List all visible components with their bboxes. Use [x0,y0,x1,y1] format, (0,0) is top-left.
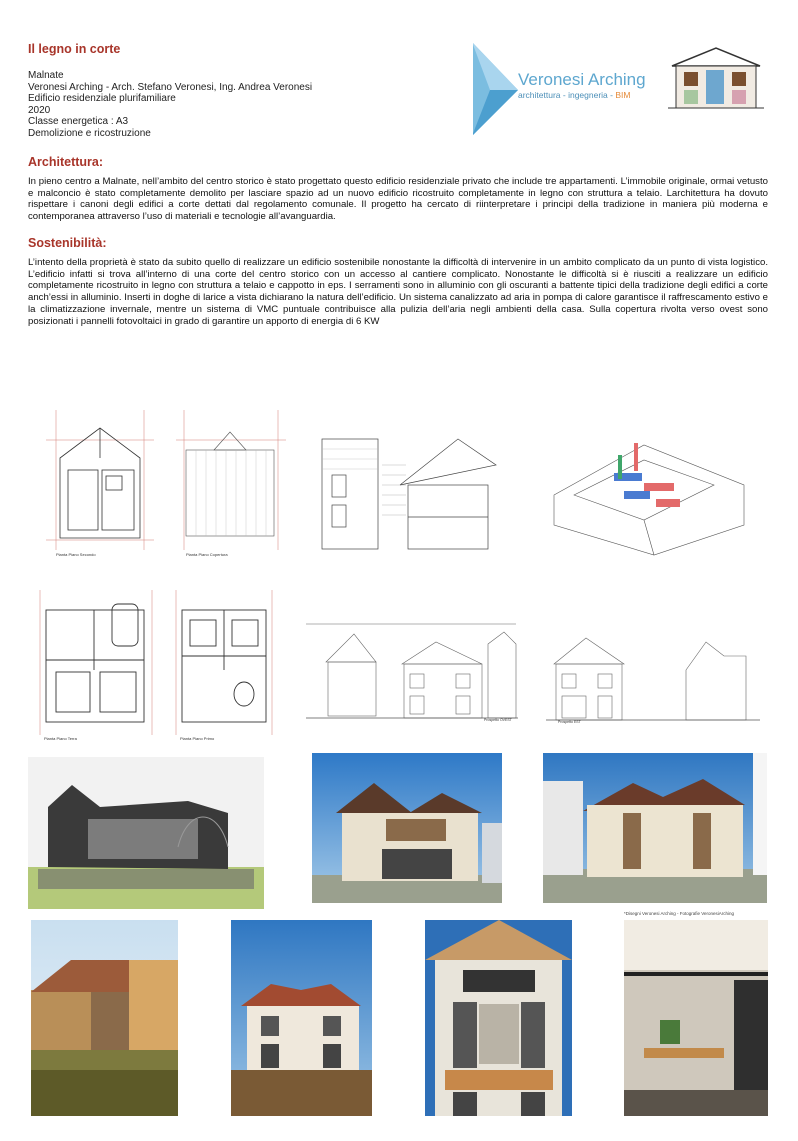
floor-plan-second-drawing [46,410,154,558]
drawing-label: Pianta Piano Copertura [186,552,228,557]
architettura-text: In pieno centro a Malnate, nell’ambito del centro storico è stato progettato questo edificio residenziale privato che include tre appartamenti. L’immobile originale, ormai vetusto e malconcio è stato completamente demolito per lasciare spazio ad un nuovo edificio ricostruito completamente in legno con struttura a telaio. Larchitettura ha dovuto rispettare i canoni degli edifici a corte dettati dal regolamento comunale. Il progetto ha cercato di riinterpretare i principi della tradizione in maniera più moderna e contemporanea attraverso l’uso di materiali e tecnologie all’avanguardia. [28,176,768,223]
logo-tagline: architettura - ingegneria - BIM [518,90,631,100]
facade-detail-photo [425,920,572,1116]
sostenibilita-text: L’intento della proprietà è stato da subito quello di realizzare un edificio sostenibile nonostante la difficoltà di intervenire in un ambito complicato da un punto di vista logistico. L’edificio infatti si trova all’interno di una corte del centro storico con un accesso al cantiere complicato. Nonostante le difficoltà si è riusciti a realizzare un edificio completamente ricostruito in legno con struttura a telaio e cappotto in eps. I serramenti sono in alluminio con gli oscuranti a battente tipici della tradizione degli edifici a corte anch’essi in alluminio. Inserti in doghe di larice a vista dichiarano la natura dell’edificio. Un sistema canalizzato ad aria in pompa di calore garantisce il raffrescamento estivo e la climatizzazione invernale, mentre un sistema di VMC puntuale contribuisce alla pulizia dell’aria negli ambienti della casa. Sulla copertura rivolta verso ovest sono posizionati i pannelli fotovoltaici in grado di garantire un apporto di energia di 6 KW [28,257,768,327]
drawing-label: Pianta Piano Secondo [56,552,96,557]
construction-photo [231,920,372,1116]
section-drawing [318,425,498,555]
floor-plan-ground-drawing [34,590,158,745]
drawing-label: Pianta Piano Primo [180,736,215,741]
sostenibilita-heading: Sostenibilità: [28,236,107,250]
image-credit: *Disegni Veronesi Arching - Fotografie VeronesiArching [624,911,735,916]
meta-year: 2020 [28,104,51,116]
isometric-hvac-drawing [544,425,754,560]
west-elevation-drawing [306,614,518,722]
project-meta [28,70,312,140]
exterior-render-1 [312,753,502,903]
bim-model-render [28,757,264,909]
page-title: Il legno in corte [28,42,121,56]
architettura-heading: Architettura: [28,155,104,169]
east-elevation-drawing [546,624,760,724]
floor-plan-first-drawing [170,590,278,745]
exterior-render-2 [543,753,767,903]
meta-authors: Veronesi Arching - Arch. Stefano Veronesi, Ing. Andrea Veronesi [28,81,313,93]
house-sketch-icon [666,44,766,110]
meta-energy-class: Classe energetica : A3 [28,116,129,128]
meta-intervention: Demolizione e ricostruzione [28,127,151,139]
drawing-label: Prospetto EST [558,720,581,724]
drawing-label: Prospetto OVEST [484,718,512,722]
veronesi-logo-mark [470,40,520,138]
drawing-label: Pianta Piano Terra [44,736,77,741]
logo-name: Veronesi Arching [518,70,646,89]
meta-location: Malnate [28,70,64,81]
roof-plan-drawing [176,410,286,558]
original-building-photo [31,920,178,1116]
interior-photo [624,920,768,1116]
meta-type: Edificio residenziale plurifamiliare [28,93,176,105]
